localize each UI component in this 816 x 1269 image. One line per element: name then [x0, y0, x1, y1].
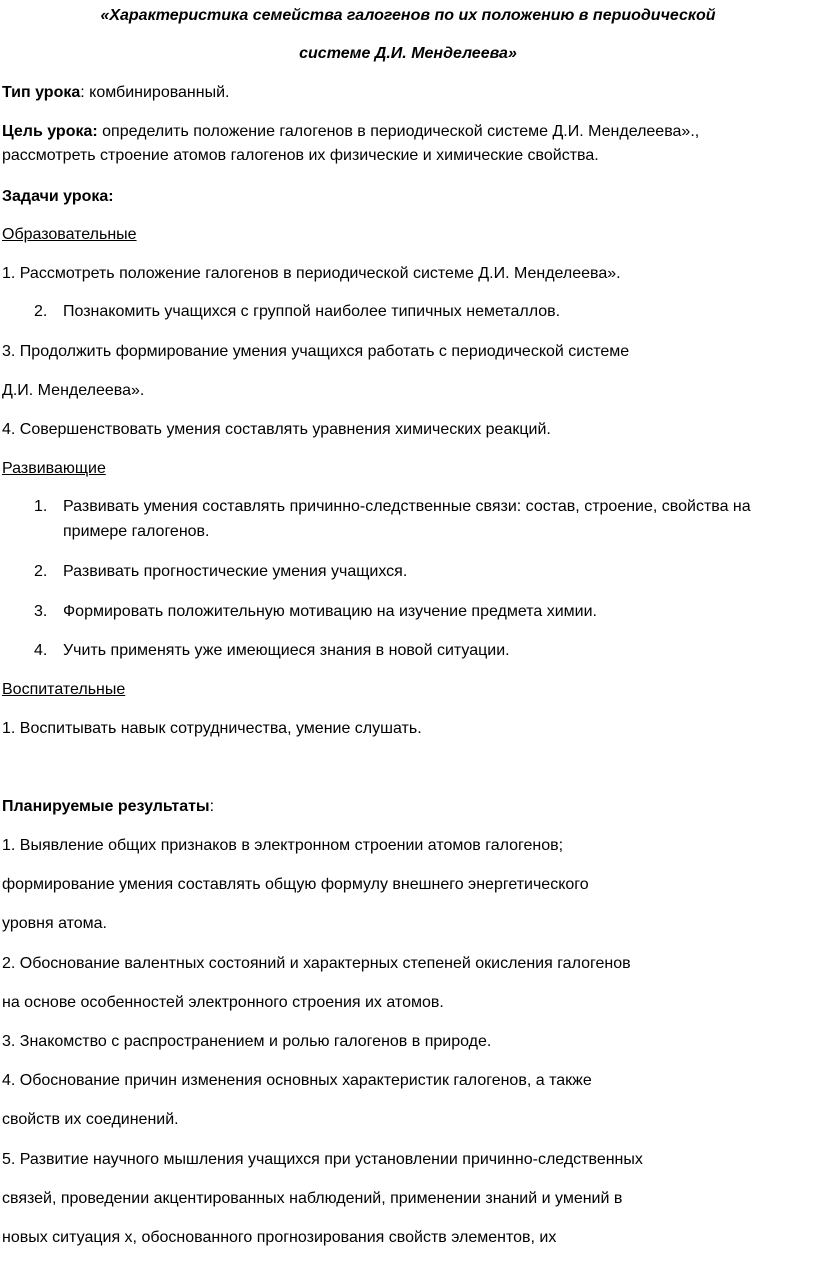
educational-heading: Образовательные	[2, 226, 137, 243]
results-label: Планируемые результаты	[2, 798, 210, 815]
educational-item-2-number: 2.	[34, 303, 48, 320]
results-line: свойств их соединений.	[2, 1111, 179, 1128]
lesson-goal-line-2: рассмотреть строение атомов галогенов их физические и химические свойства.	[2, 147, 599, 164]
results-heading	[2, 797, 214, 817]
lesson-type-value: : комбинированный.	[80, 84, 230, 101]
results-line: уровня атома.	[2, 915, 107, 932]
document-title-line-2: системе Д.И. Менделеева»	[299, 45, 517, 62]
results-line: новых ситуация х, обоснованного прогнозирования свойств элементов, их	[2, 1229, 557, 1246]
developing-item-1-line-1: Развивать умения составлять причинно-следственные связи: состав, строение, свойства на	[63, 498, 751, 515]
results-line: 2. Обоснование валентных состояний и характерных степеней окисления галогенов	[2, 955, 631, 972]
results-colon: :	[209, 798, 215, 815]
lesson-goal	[2, 122, 699, 142]
upbringing-item-1: 1. Воспитывать навык сотрудничества, умение слушать.	[2, 720, 422, 737]
results-line: 1. Выявление общих признаков в электронном строении атомов галогенов;	[2, 837, 564, 854]
lesson-type	[2, 83, 229, 103]
developing-item-2: Развивать прогностические умения учащихся.	[63, 563, 408, 580]
tasks-heading: Задачи урока:	[2, 188, 114, 205]
developing-item-3-number: 3.	[34, 603, 48, 620]
educational-item-3-line-1: 3. Продолжить формирование умения учащихся работать с периодической системе	[2, 343, 630, 360]
results-line: 3. Знакомство с распространением и ролью галогенов в природе.	[2, 1033, 492, 1050]
lesson-type-label: Тип урока	[2, 84, 81, 101]
results-line: на основе особенностей электронного строения их атомов.	[2, 994, 444, 1011]
educational-item-1: 1. Рассмотреть положение галогенов в периодической системе Д.И. Менделеева».	[2, 265, 621, 282]
developing-item-4: Учить применять уже имеющиеся знания в новой ситуации.	[63, 642, 510, 659]
educational-item-3-line-2: Д.И. Менделеева».	[2, 382, 145, 399]
lesson-goal-line-1: определить положение галогенов в периодической системе Д.И. Менделеева».,	[97, 123, 700, 140]
results-line: 5. Развитие научного мышления учащихся при установлении причинно-следственных	[2, 1151, 643, 1168]
results-line: формирование умения составлять общую формулу внешнего энергетического	[2, 876, 589, 893]
educational-item-4: 4. Совершенствовать умения составлять уравнения химических реакций.	[2, 421, 551, 438]
developing-item-1-line-2: примере галогенов.	[63, 523, 210, 540]
developing-item-1-number: 1.	[34, 498, 48, 515]
upbringing-heading: Воспитательные	[2, 681, 126, 698]
educational-item-2: Познакомить учащихся с группой наиболее типичных неметаллов.	[63, 303, 561, 320]
results-line: 4. Обоснование причин изменения основных характеристик галогенов, а также	[2, 1072, 592, 1089]
developing-item-4-number: 4.	[34, 642, 48, 659]
developing-item-2-number: 2.	[34, 563, 48, 580]
document-title-line-1: «Характеристика семейства галогенов по их положению в периодической	[100, 7, 716, 24]
developing-item-3: Формировать положительную мотивацию на изучение предмета химии.	[63, 603, 597, 620]
developing-heading: Развивающие	[2, 460, 106, 477]
results-line: связей, проведении акцентированных наблюдений, применении знаний и умений в	[2, 1190, 623, 1207]
lesson-goal-label: Цель урока:	[2, 123, 98, 140]
